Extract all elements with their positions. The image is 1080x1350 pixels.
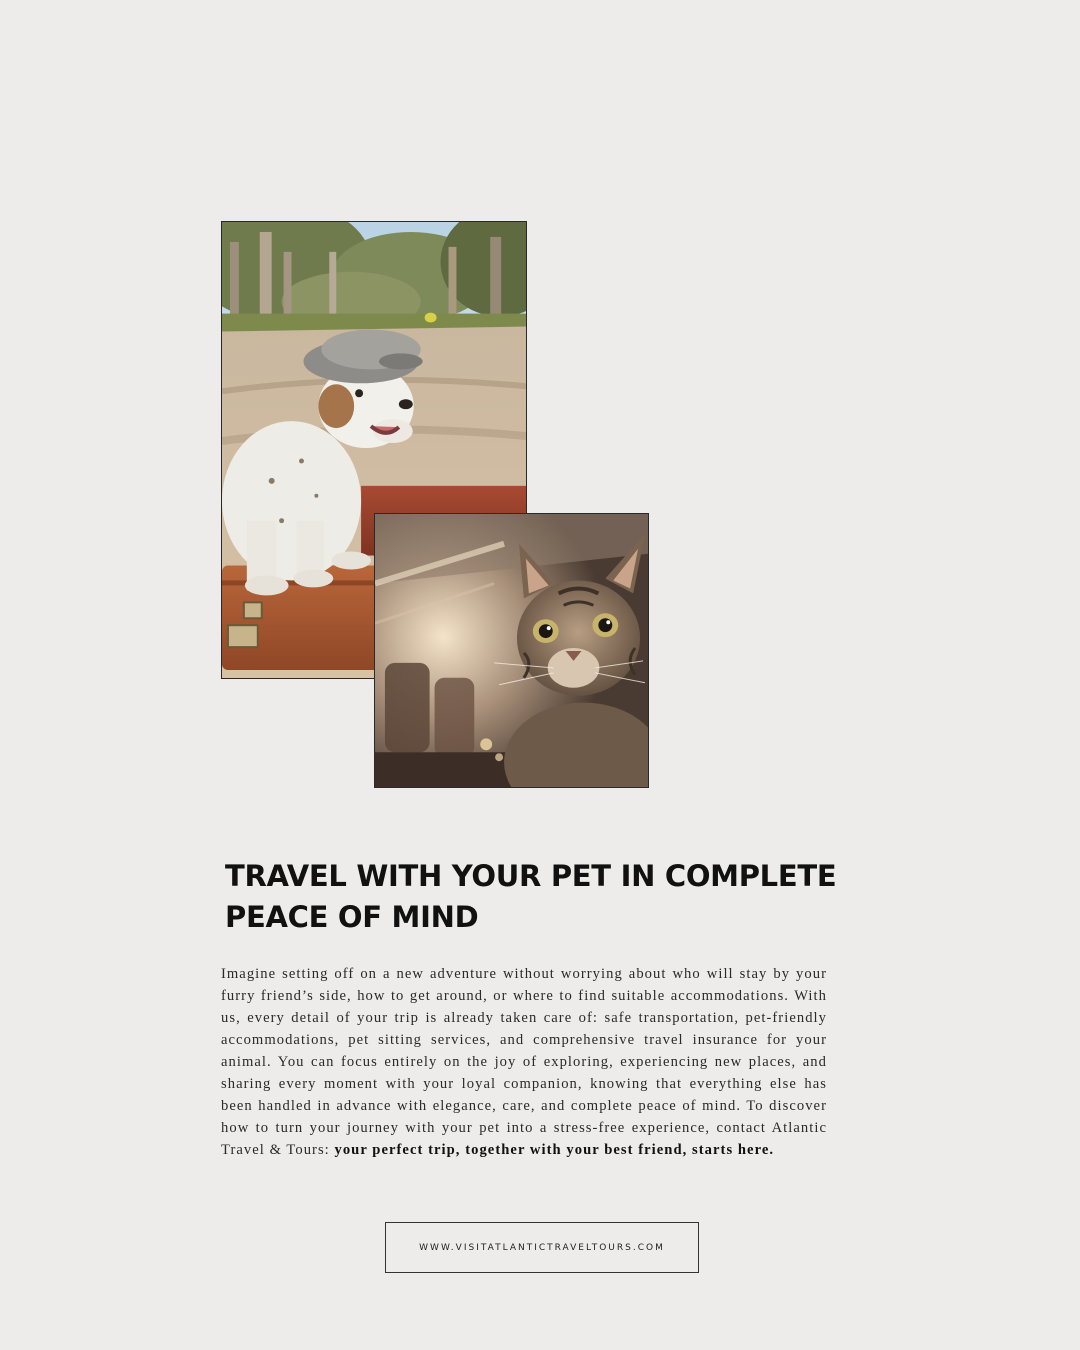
- body-emphasis: your perfect trip, together with your best friend, starts here.: [334, 1142, 775, 1158]
- body-text: Imagine setting off on a new adventure without worrying about who will stay by your furry friend’s side, how to get around, or where to find suitable accommodations. With us, every detail of your trip is already taken care of: safe transportation, pet-friendly accommodations, pet sitting services, and comprehensive travel insurance for your animal. You can focus entirely on the joy of exploring, experiencing new places, and sharing every moment with your loyal companion, knowing that everything else has been handled in advance with elegance, care, and complete peace of mind. To discover how to turn your journey with your pet into a stress-free experience, contact Atlantic Travel & Tours:: [221, 966, 827, 1158]
- cat-travel-photo: [374, 513, 649, 788]
- headline: TRAVEL WITH YOUR PET IN COMPLETE PEACE OF MIND: [225, 859, 837, 934]
- cat-illustration: [375, 514, 648, 787]
- website-url-label: WWW.VISITATLANTICTRAVELTOURS.COM: [419, 1242, 665, 1253]
- body-paragraph: [221, 963, 827, 1161]
- website-link-button[interactable]: [385, 1222, 699, 1273]
